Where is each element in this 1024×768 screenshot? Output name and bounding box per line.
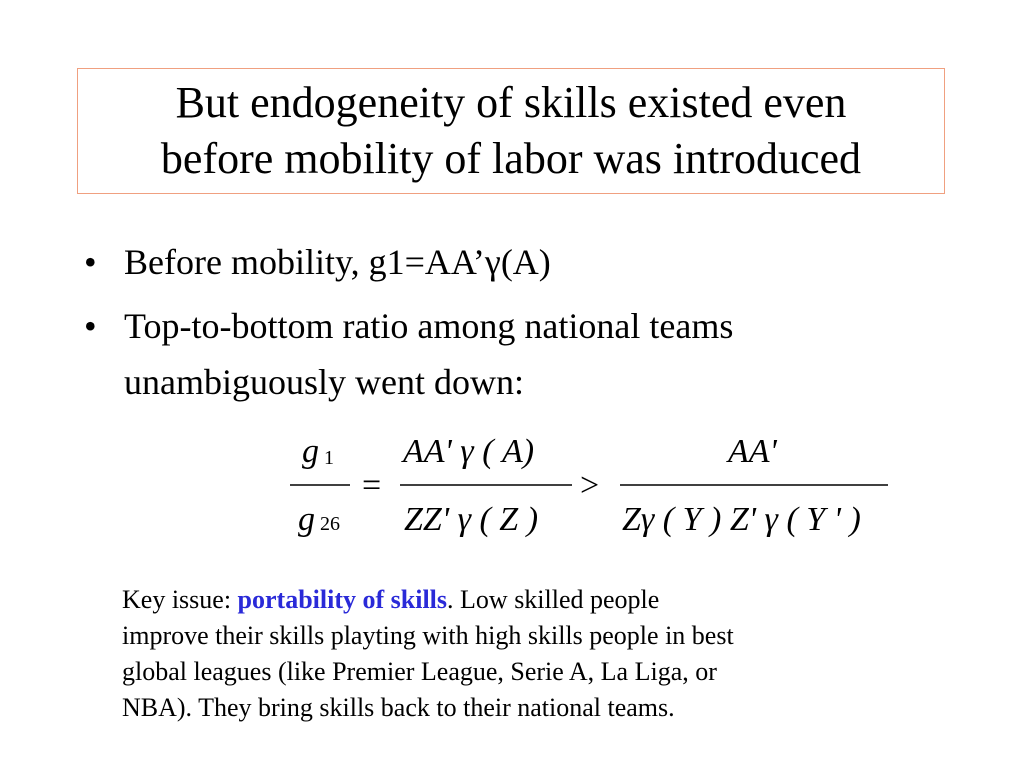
greater-than-sign: > [580, 467, 600, 504]
bullet-list [84, 234, 984, 418]
note-line-3: global leagues (like Premier League, Serie A, La Liga, or [122, 657, 717, 686]
lhs-numerator: g [302, 433, 319, 470]
right-numerator: AA' [728, 433, 777, 470]
bullet-item [84, 234, 984, 290]
note-line-1-rest: . Low skilled people [447, 585, 660, 614]
note-line-1 [122, 582, 952, 618]
note-emphasis: portability of skills [237, 585, 448, 614]
formula-svg [280, 424, 900, 554]
note-line-4: NBA). They bring skills back to their national teams. [122, 693, 675, 722]
bullet-marker: • [84, 242, 97, 282]
key-issue-note [122, 582, 952, 726]
slide-title-line-2: before mobility of labor was introduced [160, 134, 862, 183]
bullet-text: Top-to-bottom ratio among national teams [124, 306, 734, 346]
right-denominator: Zγ ( Y ) Z' γ ( Y ' ) [622, 501, 861, 538]
lhs-numerator-subscript: 1 [324, 447, 334, 469]
slide-title-box [77, 68, 945, 194]
bullet-text: Before mobility, g1=AA’γ(A) [124, 242, 551, 282]
bullet-item [84, 298, 984, 410]
equals-sign: = [362, 467, 382, 504]
lhs-denominator-subscript: 26 [320, 513, 340, 535]
slide-title-line-1: But endogeneity of skills existed even [175, 78, 847, 127]
note-prefix: Key issue: [122, 585, 238, 614]
ratio-formula [280, 424, 900, 554]
middle-denominator: ZZ' γ ( Z ) [404, 501, 539, 538]
lhs-denominator: g [298, 501, 315, 538]
bullet-marker: • [84, 306, 97, 346]
middle-numerator: AA' γ ( A) [403, 433, 535, 470]
bullet-text: unambiguously went down: [124, 362, 524, 402]
note-line-2: improve their skills playting with high skills people in best [122, 621, 734, 650]
